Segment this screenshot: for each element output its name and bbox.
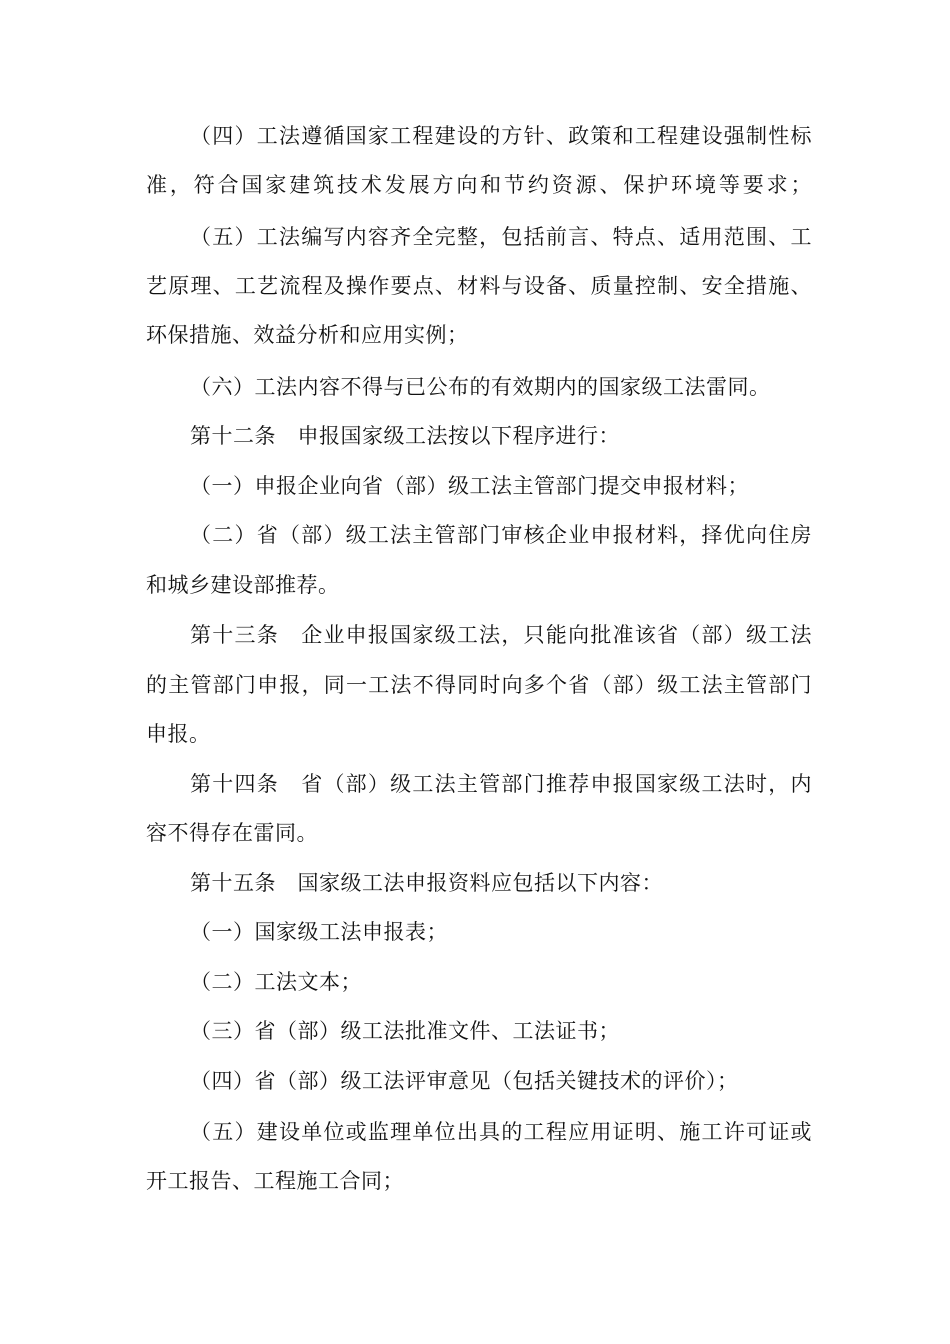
paragraph-line: （三）省（部）级工法批准文件、工法证书； — [190, 1019, 620, 1043]
paragraph-line: （四）工法遵循国家工程建设的方针、政策和工程建设强制性标 — [190, 124, 812, 148]
paragraph-line: （四）省（部）级工法评审意见（包括关键技术的评价）； — [190, 1069, 739, 1093]
article-heading-line: 第十五条 国家级工法申报资料应包括以下内容： — [190, 871, 663, 895]
article-heading-line: 第十二条 申报国家级工法按以下程序进行： — [190, 424, 620, 448]
paragraph-line: （六）工法内容不得与已公布的有效期内的国家级工法雷同。 — [190, 375, 771, 399]
article-heading-line: 第十三条 企业申报国家级工法，只能向批准该省（部）级工法 — [190, 623, 812, 647]
paragraph-line: 的主管部门申报，同一工法不得同时向多个省（部）级工法主管部门 — [146, 673, 812, 697]
paragraph-line: （五）建设单位或监理单位出具的工程应用证明、施工许可证或 — [190, 1120, 812, 1144]
paragraph-line: 艺原理、工艺流程及操作要点、材料与设备、质量控制、安全措施、 — [146, 274, 812, 298]
paragraph-line: 和城乡建设部推荐。 — [146, 573, 340, 597]
paragraph-line: （五）工法编写内容齐全完整，包括前言、特点、适用范围、工 — [190, 225, 812, 249]
paragraph-line: （一）国家级工法申报表； — [190, 920, 448, 944]
paragraph-line: （二）工法文本； — [190, 970, 362, 994]
paragraph-line: 开工报告、工程施工合同； — [146, 1169, 404, 1193]
paragraph-line: 准，符合国家建筑技术发展方向和节约资源、保护环境等要求； — [146, 173, 812, 197]
article-heading-line: 第十四条 省（部）级工法主管部门推荐申报国家级工法时，内 — [190, 772, 812, 796]
paragraph-line: （一）申报企业向省（部）级工法主管部门提交申报材料； — [190, 474, 749, 498]
paragraph-line: 容不得存在雷同。 — [146, 821, 318, 845]
paragraph-line: 申报。 — [146, 722, 211, 746]
paragraph-line: （二）省（部）级工法主管部门审核企业申报材料，择优向住房 — [190, 523, 812, 547]
paragraph-line: 环保措施、效益分析和应用实例； — [146, 323, 469, 347]
